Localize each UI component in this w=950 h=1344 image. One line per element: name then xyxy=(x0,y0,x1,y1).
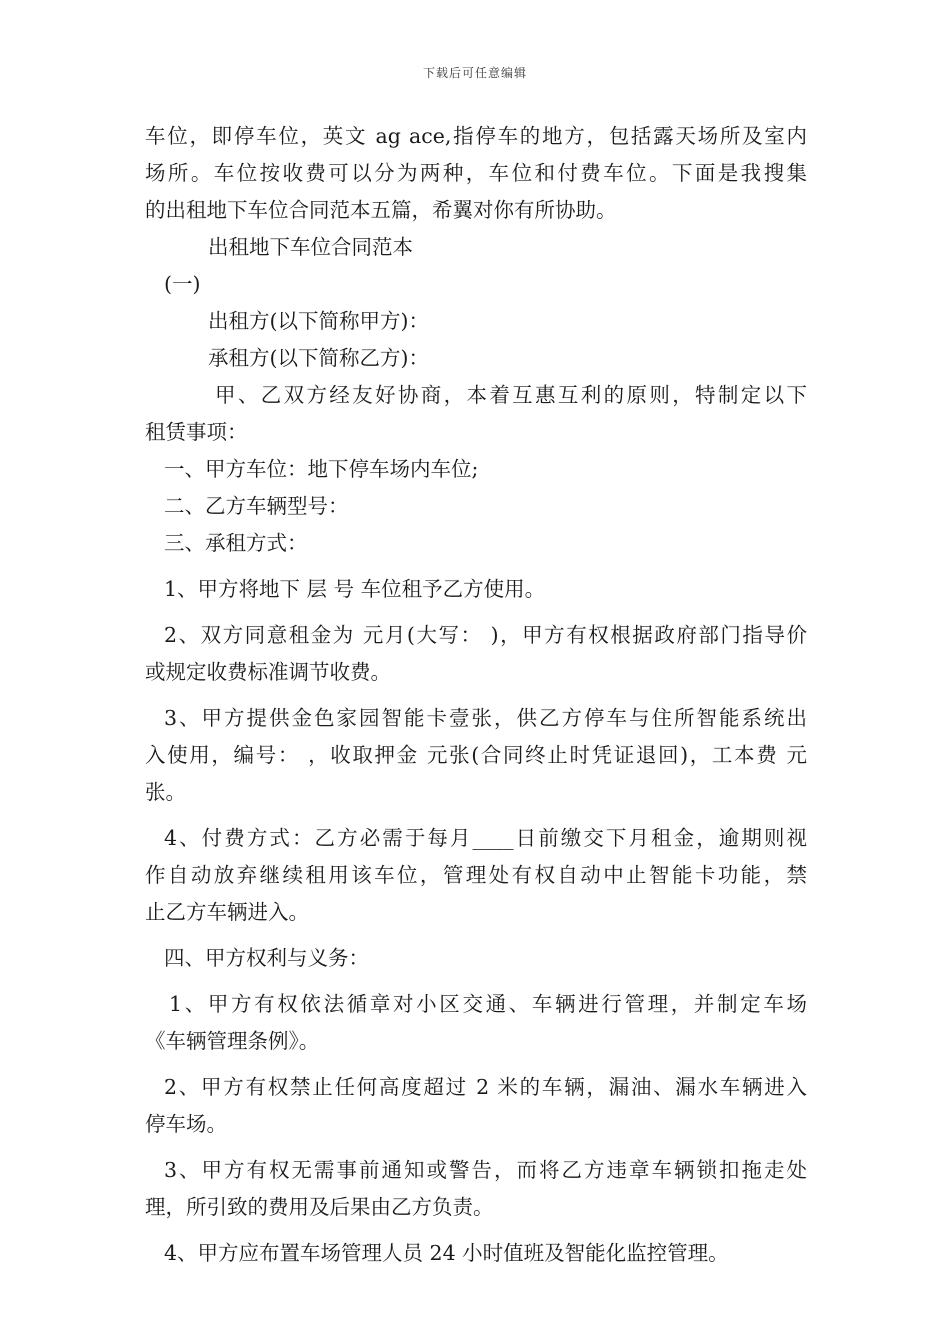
clause-line: 3、甲方提供金色家园智能卡壹张，供乙方停车与住所智能系统出 xyxy=(164,706,807,730)
clause-line: 张。 xyxy=(145,780,186,804)
section-number: (一) xyxy=(164,272,201,296)
clause-line: 停车场。 xyxy=(145,1112,227,1136)
clause-line: 2、双方同意租金为 元月(大写： )，甲方有权根据政府部门指导价 xyxy=(164,623,807,647)
paragraph-line: 场所。车位按收费可以分为两种，车位和付费车位。下面是我搜集 xyxy=(145,161,807,185)
clause-line: 三、承租方式： xyxy=(164,531,308,555)
lessee-line: 承租方(以下简称乙方)： xyxy=(208,346,429,370)
clause-line: 二、乙方车辆型号： xyxy=(164,494,349,518)
clause-line: 3、甲方有权无需事前通知或警告，而将乙方违章车辆锁扣拖走处 xyxy=(164,1158,807,1182)
paragraph-line: 租赁事项： xyxy=(145,420,248,444)
paragraph-line: 车位，即停车位，英文 ag ace,指停车的地方，包括露天场所及室内 xyxy=(145,124,807,148)
paragraph-line: 的出租地下车位合同范本五篇，希翼对你有所协助。 xyxy=(145,198,617,222)
clause-line: 止乙方车辆进入。 xyxy=(145,900,309,924)
clause-line: 1、甲方有权依法循章对小区交通、车辆进行管理，并制定车场 xyxy=(169,992,807,1016)
lessor-line: 出租方(以下简称甲方)： xyxy=(208,309,429,333)
clause-line: 1、甲方将地下 层 号 车位租予乙方使用。 xyxy=(164,577,546,601)
clause-line: 四、甲方权利与义务： xyxy=(164,946,369,970)
clause-line: 一、甲方车位：地下停车场内车位; xyxy=(164,457,479,481)
clause-line: 理，所引致的费用及后果由乙方负责。 xyxy=(145,1195,494,1219)
clause-line: 作自动放弃继续租用该车位，管理处有权自动中止智能卡功能，禁 xyxy=(145,863,807,887)
clause-line: 《车辆管理条例》。 xyxy=(145,1029,320,1053)
clause-line: 4、甲方应布置车场管理人员 24 小时值班及智能化监控管理。 xyxy=(164,1241,729,1265)
document-body xyxy=(145,118,807,1272)
page-header-note: 下载后可任意编辑 xyxy=(422,66,527,80)
contract-title: 出租地下车位合同范本 xyxy=(208,235,413,259)
clause-line: 4、付费方式：乙方必需于每月____日前缴交下月租金，逾期则视 xyxy=(164,826,807,850)
clause-line: 或规定收费标准调节收费。 xyxy=(145,660,391,684)
clause-line: 入使用，编号： ，收取押金 元张(合同终止时凭证退回)，工本费 元 xyxy=(145,743,807,767)
paragraph-line: 甲、乙双方经友好协商，本着互惠互利的原则，特制定以下 xyxy=(215,383,807,407)
clause-line: 2、甲方有权禁止任何高度超过 2 米的车辆，漏油、漏水车辆进入 xyxy=(164,1075,807,1099)
